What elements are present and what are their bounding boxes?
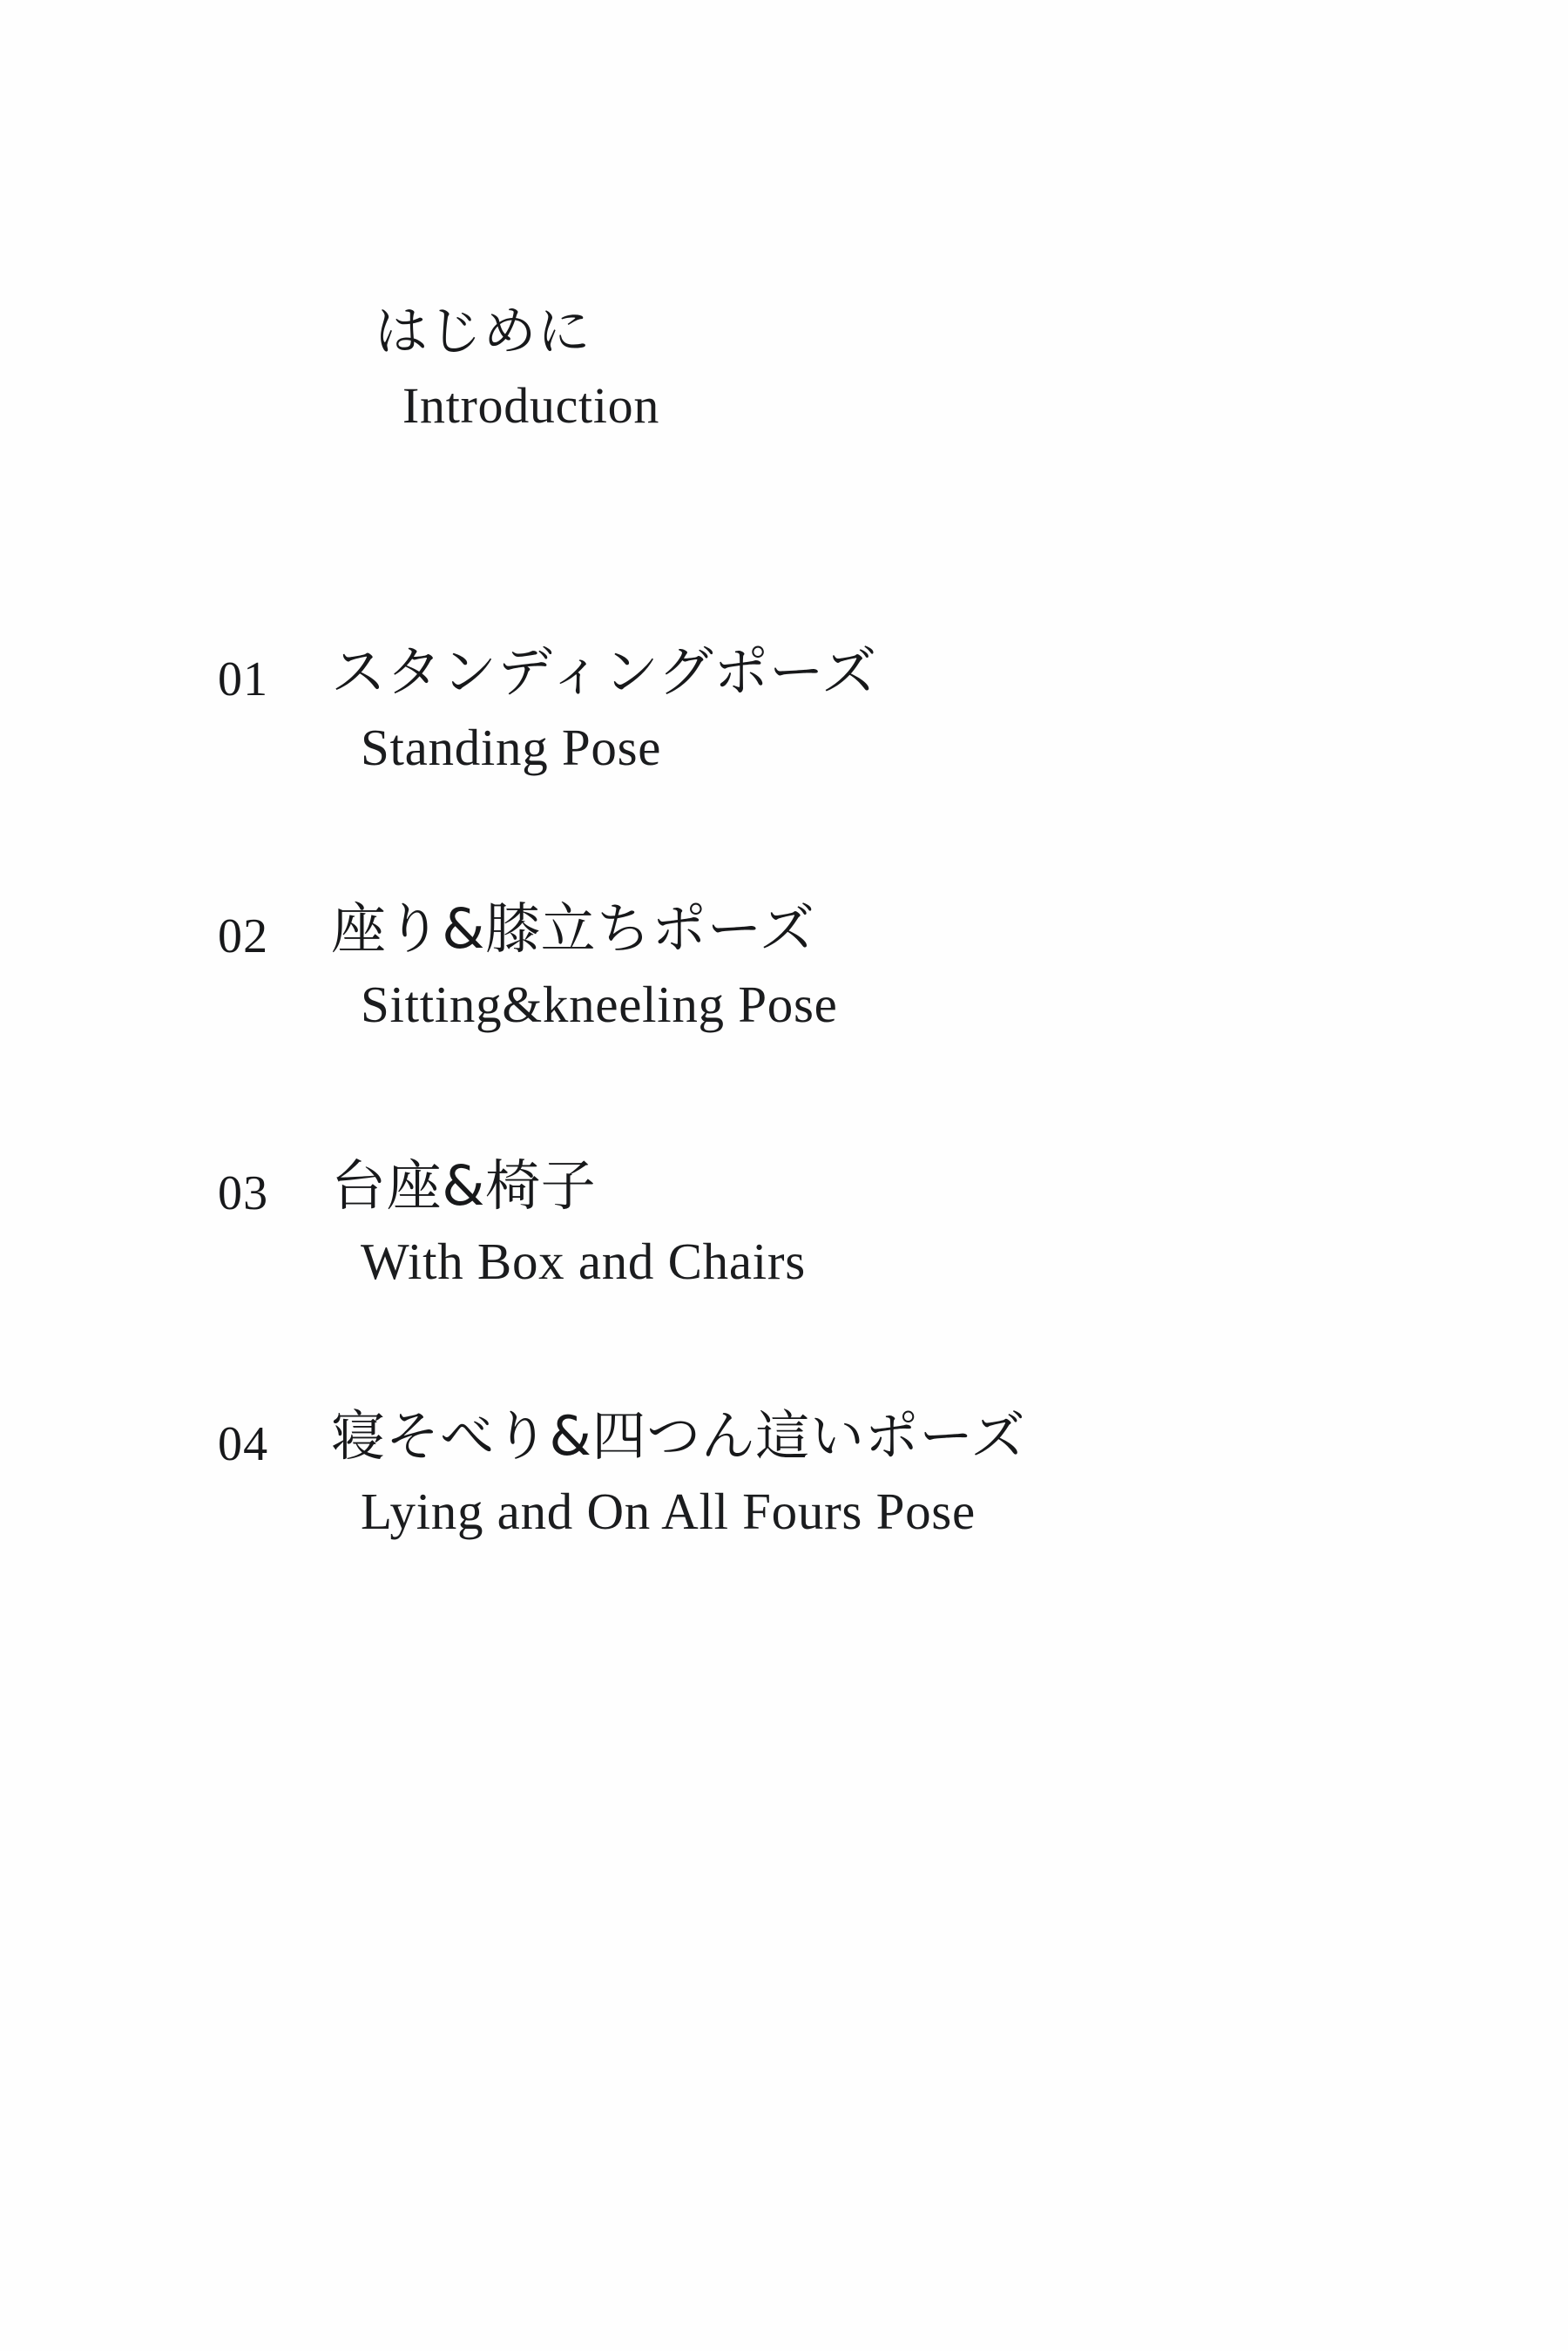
toc-entry-title-en: Lying and On All Fours Pose bbox=[361, 1483, 976, 1540]
toc-entry-title-jp: 座り&膝立ちポーズ bbox=[331, 897, 815, 961]
toc-entry-title-en: Standing Pose bbox=[361, 719, 662, 776]
toc-entry-title-jp: スタンディングポーズ bbox=[331, 640, 877, 704]
toc-entry-title-jp: 台座&椅子 bbox=[331, 1154, 597, 1218]
toc-entry-number: 04 bbox=[218, 1417, 269, 1471]
toc-entry-03[interactable] bbox=[218, 1154, 1368, 1290]
toc-entry-title-en: Sitting&kneeling Pose bbox=[361, 976, 838, 1033]
toc-entry-title-jp: 寝そべり&四つん這いポーズ bbox=[331, 1404, 1026, 1468]
toc-entry-number: 03 bbox=[218, 1166, 269, 1220]
toc-entry-number: 01 bbox=[218, 652, 269, 706]
toc-entry-title-en: With Box and Chairs bbox=[361, 1233, 806, 1290]
toc-entry-title-jp: はじめに bbox=[375, 301, 591, 362]
toc-entry-01[interactable] bbox=[218, 640, 1368, 776]
toc-entry-introduction[interactable] bbox=[375, 301, 1246, 434]
toc-entry-04[interactable] bbox=[218, 1404, 1368, 1540]
toc-entry-number: 02 bbox=[218, 909, 269, 963]
toc-entry-title-en: Introduction bbox=[402, 377, 660, 434]
toc-entry-02[interactable] bbox=[218, 897, 1368, 1033]
